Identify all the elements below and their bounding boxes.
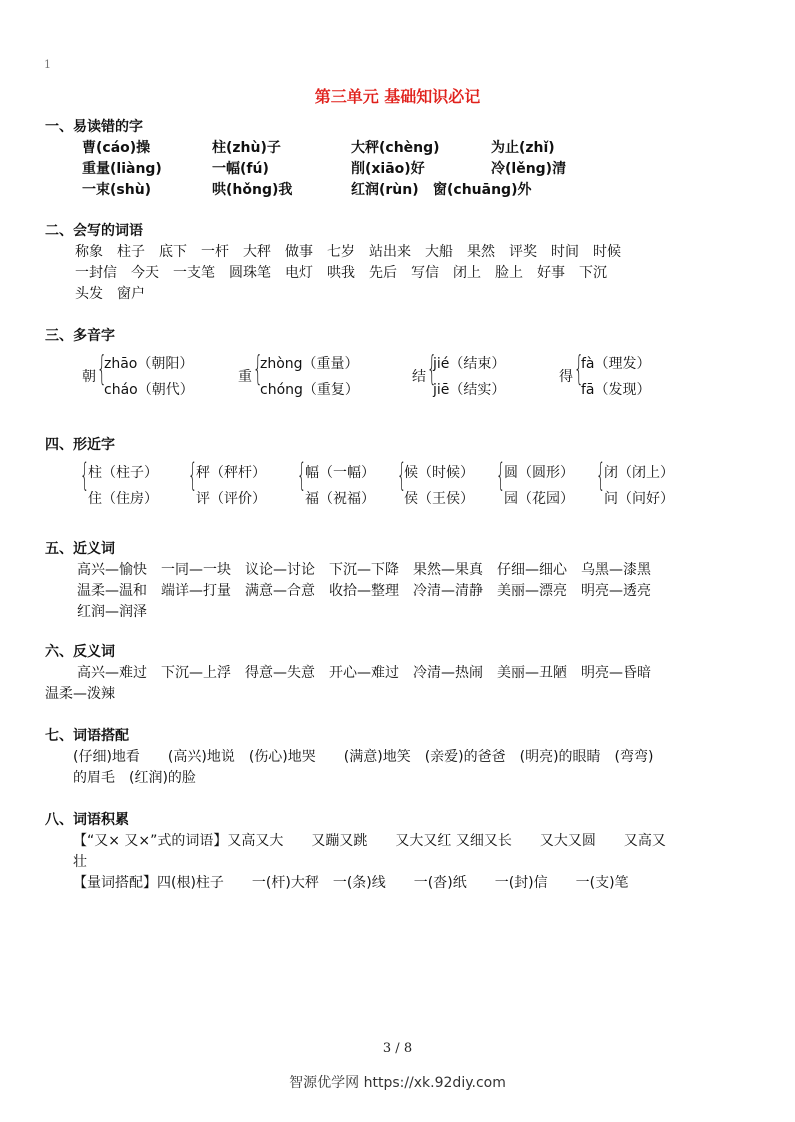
brace-icon: { [574, 349, 584, 389]
page-indicator: 3 / 8 [382, 1041, 413, 1056]
polyphone-reading: zhāo（朝阳） [104, 356, 194, 372]
misread-item: 哄(hǒng)我 [212, 182, 293, 198]
similar-char-item: 福（祝福） [305, 491, 375, 507]
polyphone-reading: jié（结束） [433, 356, 506, 372]
accumulation-line: 【“又× 又×”式的词语】又高又大 又蹦又跳 又大又红 又细又长 又大又圆 又高又 [73, 833, 666, 849]
write-words-line: 一封信 今天 一支笔 圆珠笔 电灯 哄我 先后 写信 闭上 脸上 好事 下沉 [75, 265, 607, 281]
similar-char-item: 秤（秤杆） [196, 465, 266, 481]
misread-item: 柱(zhù)子 [212, 140, 281, 156]
misread-item: 冷(lěng)清 [491, 161, 567, 177]
misread-item: 一束(shù) [82, 182, 152, 198]
similar-char-item: 侯（王侯） [404, 491, 474, 507]
synonym-line: 红润—润泽 [77, 604, 147, 620]
footer-watermark: 智源优学网 https://xk.92diy.com [289, 1075, 506, 1091]
corner-number: 1 [44, 58, 51, 71]
misread-item: 曹(cáo)操 [82, 140, 151, 156]
section-heading-polyphone: 三、多音字 [45, 328, 115, 344]
polyphone-char: 结 [412, 369, 426, 385]
similar-char-item: 柱（柱子） [88, 465, 158, 481]
page-title: 第三单元 基础知识必记 [314, 87, 481, 106]
polyphone-char: 朝 [82, 369, 96, 385]
section-heading-collocations: 七、词语搭配 [45, 728, 129, 744]
polyphone-char: 重 [238, 369, 252, 385]
polyphone-reading: zhòng（重量） [260, 356, 359, 372]
section-heading-synonyms: 五、近义词 [45, 541, 115, 557]
polyphone-reading: fā（发现） [581, 382, 651, 398]
section-heading-write-words: 二、会写的词语 [45, 223, 143, 239]
polyphone-char: 得 [559, 369, 573, 385]
similar-char-item: 圆（圆形） [504, 465, 574, 481]
misread-item: 红润(rùn) [351, 182, 419, 198]
misread-item: 大秤(chèng) [351, 140, 440, 156]
write-words-line: 头发 窗户 [75, 286, 145, 302]
brace-icon: { [596, 456, 606, 494]
synonym-line: 温柔—温和 端详—打量 满意—合意 收拾—整理 冷清—清静 美丽—漂亮 明亮—透亮 [77, 583, 651, 599]
collocation-line: 的眉毛 (红润)的脸 [73, 770, 196, 786]
polyphone-reading: fà（理发） [581, 356, 651, 372]
brace-icon: { [97, 349, 107, 389]
similar-char-item: 幅（一幅） [305, 465, 375, 481]
misread-item: 一幅(fú) [212, 161, 269, 177]
similar-char-item: 候（时候） [404, 465, 474, 481]
misread-item: 削(xiāo)好 [351, 161, 425, 177]
accumulation-line: 【量词搭配】四(根)柱子 一(杆)大秤 一(条)线 一(沓)纸 一(封)信 一(支)笔 [73, 875, 629, 891]
antonym-line: 温柔—泼辣 [45, 686, 115, 702]
similar-char-item: 园（花园） [504, 491, 574, 507]
section-heading-misread: 一、易读错的字 [45, 119, 143, 135]
brace-icon: { [188, 456, 198, 494]
misread-item: 重量(liàng) [82, 161, 162, 177]
polyphone-reading: jiē（结实） [433, 382, 506, 398]
misread-item: 为止(zhǐ) [491, 140, 555, 156]
synonym-line: 高兴—愉快 一同—一块 议论—讨论 下沉—下降 果然—果真 仔细—细心 乌黑—漆黑 [77, 562, 651, 578]
polyphone-reading: cháo（朝代） [104, 382, 194, 398]
collocation-line: (仔细)地看 (高兴)地说 (伤心)地哭 (满意)地笑 (亲爱)的爸爸 (明亮)的眼睛 (弯弯) [73, 749, 654, 765]
similar-char-item: 闭（闭上） [604, 465, 674, 481]
section-heading-antonyms: 六、反义词 [45, 644, 115, 660]
misread-item: 窗(chuāng)外 [433, 182, 532, 198]
brace-icon: { [80, 456, 90, 494]
similar-char-item: 问（问好） [604, 491, 674, 507]
section-heading-similar-chars: 四、形近字 [45, 437, 115, 453]
similar-char-item: 住（住房） [88, 491, 158, 507]
similar-char-item: 评（评价） [196, 491, 266, 507]
brace-icon: { [427, 349, 437, 389]
write-words-line: 称象 柱子 底下 一杆 大秤 做事 七岁 站出来 大船 果然 评奖 时间 时候 [75, 244, 621, 260]
accumulation-line: 壮 [73, 854, 87, 870]
brace-icon: { [297, 456, 307, 494]
brace-icon: { [397, 456, 407, 494]
brace-icon: { [253, 349, 263, 389]
brace-icon: { [496, 456, 506, 494]
antonym-line: 高兴—难过 下沉—上浮 得意—失意 开心—难过 冷清—热闹 美丽—丑陋 明亮—昏暗 [77, 665, 651, 681]
polyphone-reading: chóng（重复） [260, 382, 359, 398]
section-heading-accumulation: 八、词语积累 [45, 812, 129, 828]
